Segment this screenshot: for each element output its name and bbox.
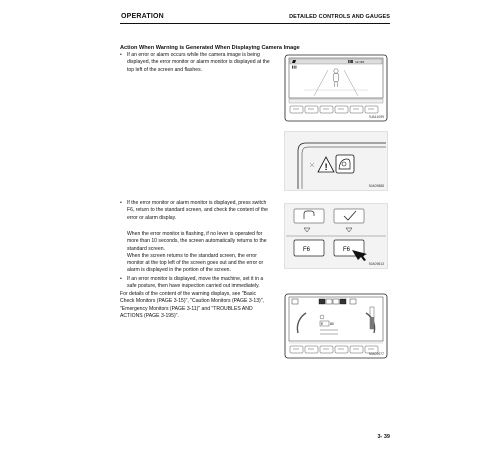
text-line: Check Monitors (PAGE 3-15)", "Caution Monitors (PAGE 3-13)", <box>120 298 264 305</box>
text-line: For details of the content of the warning displays, see "Basic <box>120 291 257 297</box>
figure-id: 9JA11099 <box>368 115 384 119</box>
svg-text:F6: F6 <box>343 247 351 253</box>
text-line: top left of the screen and flashes. <box>127 66 203 73</box>
text-line: safe posture, then have inspection carried out immediately. <box>127 283 260 290</box>
text-line: When the screen returns to the standard screen, the error <box>127 252 257 259</box>
figure-id: 9JA09977 <box>368 352 384 356</box>
figure-f6-switch <box>284 203 388 269</box>
paragraph-references <box>120 291 286 320</box>
text-line: If an error monitor is displayed, move the machine, set it in a <box>127 276 264 282</box>
text-line: F6, return to the standard screen, and check the content of the <box>127 207 269 214</box>
header-section-title: OPERATION <box>121 13 164 20</box>
error-monitor-icon <box>336 155 354 173</box>
figure-standard-screen <box>284 293 388 359</box>
text-line: standard screen. <box>127 245 165 252</box>
bullet-error-monitor <box>120 276 286 291</box>
page-number: 3- 39 <box>377 434 390 440</box>
text-line: If an error or alarm occurs while the camera image is being <box>127 52 260 58</box>
text-line: ACTIONS (PAGE 3-195)". <box>120 312 179 319</box>
error-closeup-drawing <box>284 131 388 191</box>
figure-id: 9JA09888 <box>368 184 384 188</box>
figure-id: 9JA09813 <box>368 262 384 266</box>
section-title: Action When Warning is Generated When Displaying Camera Image <box>120 45 300 51</box>
bullet-mark: • <box>120 52 122 58</box>
bullet-press-f6 <box>120 200 286 222</box>
text-line: monitor at the top left of the screen goes out and the error or <box>127 260 264 267</box>
text-line: When the error monitor is flashing, if no lever is operated for <box>127 231 263 237</box>
svg-text:!: ! <box>324 162 328 172</box>
bullet-camera-warning <box>120 52 286 74</box>
text-line: "Emergency Monitors (PAGE 3-11)" and "TROUBLES AND <box>120 305 253 312</box>
camera-tag: ▌▌▌ <box>292 66 298 69</box>
text-line: more than 10 seconds, the screen automatically returns to the <box>127 238 267 245</box>
text-line: alarm is displayed in the portion of the screen. <box>127 267 231 274</box>
camera-monitor-drawing <box>284 54 388 122</box>
figure-camera-monitor <box>284 54 388 122</box>
svg-text:F6: F6 <box>303 247 311 253</box>
work-mode-label: E <box>321 322 324 327</box>
clock-display: 12:00 <box>355 60 365 64</box>
text-line: error or alarm display. <box>127 214 177 221</box>
text-line: If the error monitor or alarm monitor is displayed, press switch <box>127 200 267 206</box>
paragraph-flashing <box>120 231 293 275</box>
mode-label: E <box>349 60 351 64</box>
standard-screen-drawing <box>284 293 388 359</box>
text-line: displayed, the error monitor or alarm monitor is displayed at the <box>127 59 270 66</box>
header-rule <box>120 23 390 24</box>
f6-switch-drawing <box>284 203 388 269</box>
figure-error-closeup <box>284 131 388 191</box>
value-label: 80 <box>330 322 334 327</box>
header-chapter-title: DETAILED CONTROLS AND GAUGES <box>289 14 390 20</box>
bullet-mark: • <box>120 200 122 206</box>
bullet-mark: • <box>120 276 122 282</box>
